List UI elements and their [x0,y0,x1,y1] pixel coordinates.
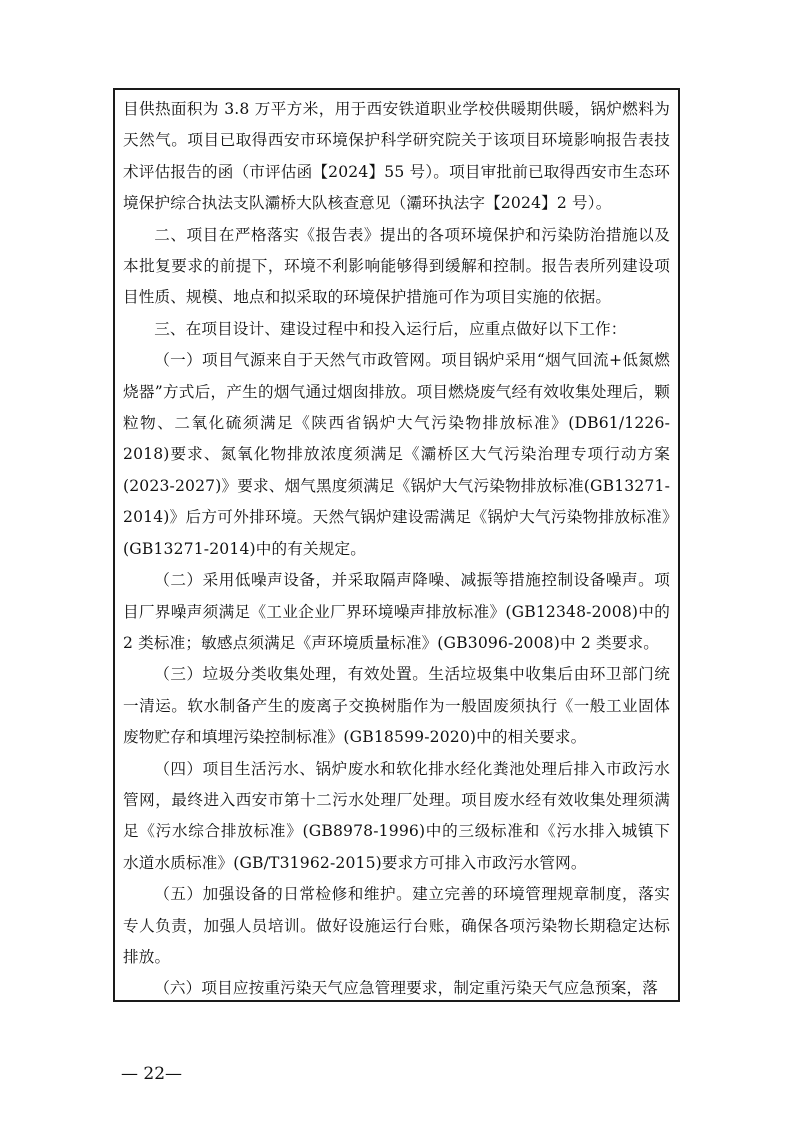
paragraph-project-overview: 目供热面积为 3.8 万平方米，用于西安铁道职业学校供暖期供暖，锅炉燃料为天然气。项目已取得西安市环境保护科学研究院关于该项目环境影响报告表技术评估报告的函（市评估函【2024】55 号）。项目审批前已取得西安市生态环境保护综合执法支队灞桥大队核查意见（灞环执法字【2024】2 号）。 [123,100,670,213]
page-number: — 22— [121,1064,183,1084]
paragraph-section-three: 三、在项目设计、建设过程中和投入运行后，应重点做好以下工作： [154,319,627,338]
paragraph-item-5-maintenance: （五）加强设备的日常检修和维护。建立完善的环境管理规章制度，落实专人负责，加强人员培训。做好设施运行台账，确保各项污染物长期稳定达标排放。 [123,885,670,966]
paragraph-section-two: 二、项目在严格落实《报告表》提出的各项环境保护和污染防治措施以及本批复要求的前提下，环境不利影响能够得到缓解和控制。报告表所列建设项目性质、规模、地点和拟采取的环境保护措施可作为项目实施的依据。 [123,225,670,307]
paragraph-item-4-wastewater: （四）项目生活污水、锅炉废水和软化排水经化粪池处理后排入市政污水管网，最终进入西安市第十二污水处理厂处理。项目废水经有效收集处理须满足《污水综合排放标准》(GB8978-1996)中的三级标准和《污水排入城镇下水道水质标准》(GB/T31962-2015)要求方可排入市政污水管网。 [123,759,670,872]
paragraph-item-6-emergency: （六）项目应按重污染天气应急管理要求，制定重污染天气应急预案，落 [154,979,658,998]
paragraph-item-2-noise: （二）采用低噪声设备，并采取隔声降噪、减振等措施控制设备噪声。项目厂界噪声须满足《工业企业厂界环境噪声排放标准》(GB12348-2008)中的 2 类标准；敏感点须满足《声环境质量标准》(GB3096-2008)中 2 类要求。 [123,571,670,652]
paragraph-item-3-waste: （三）垃圾分类收集处理，有效处置。生活垃圾集中收集后由环卫部门统一清运。软水制备产生的废离子交换树脂作为一般固废须执行《一般工业固体废物贮存和填埋污染控制标准》(GB18599-2020)中的相关要求。 [123,665,670,747]
paragraph-item-1-air: （一）项目气源来自于天然气市政管网。项目锅炉采用“烟气回流+低氮燃烧器”方式后，产生的烟气通过烟囱排放。项目燃烧废气经有效收集处理后，颗粒物、二氧化硫须满足《陕西省锅炉大气污染物排放标准》(DB61/1226-2018)要求、氮氧化物排放浓度须满足《灞桥区大气污染治理专项行动方案(2023-2027)》要求、烟气黑度须满足《锅炉大气污染物排放标准(GB13271-2014)》后方可外排环境。天然气锅炉建设需满足《锅炉大气污染物排放标准》(GB13271-2014)中的有关规定。 [123,351,670,558]
content-frame [113,88,680,1002]
